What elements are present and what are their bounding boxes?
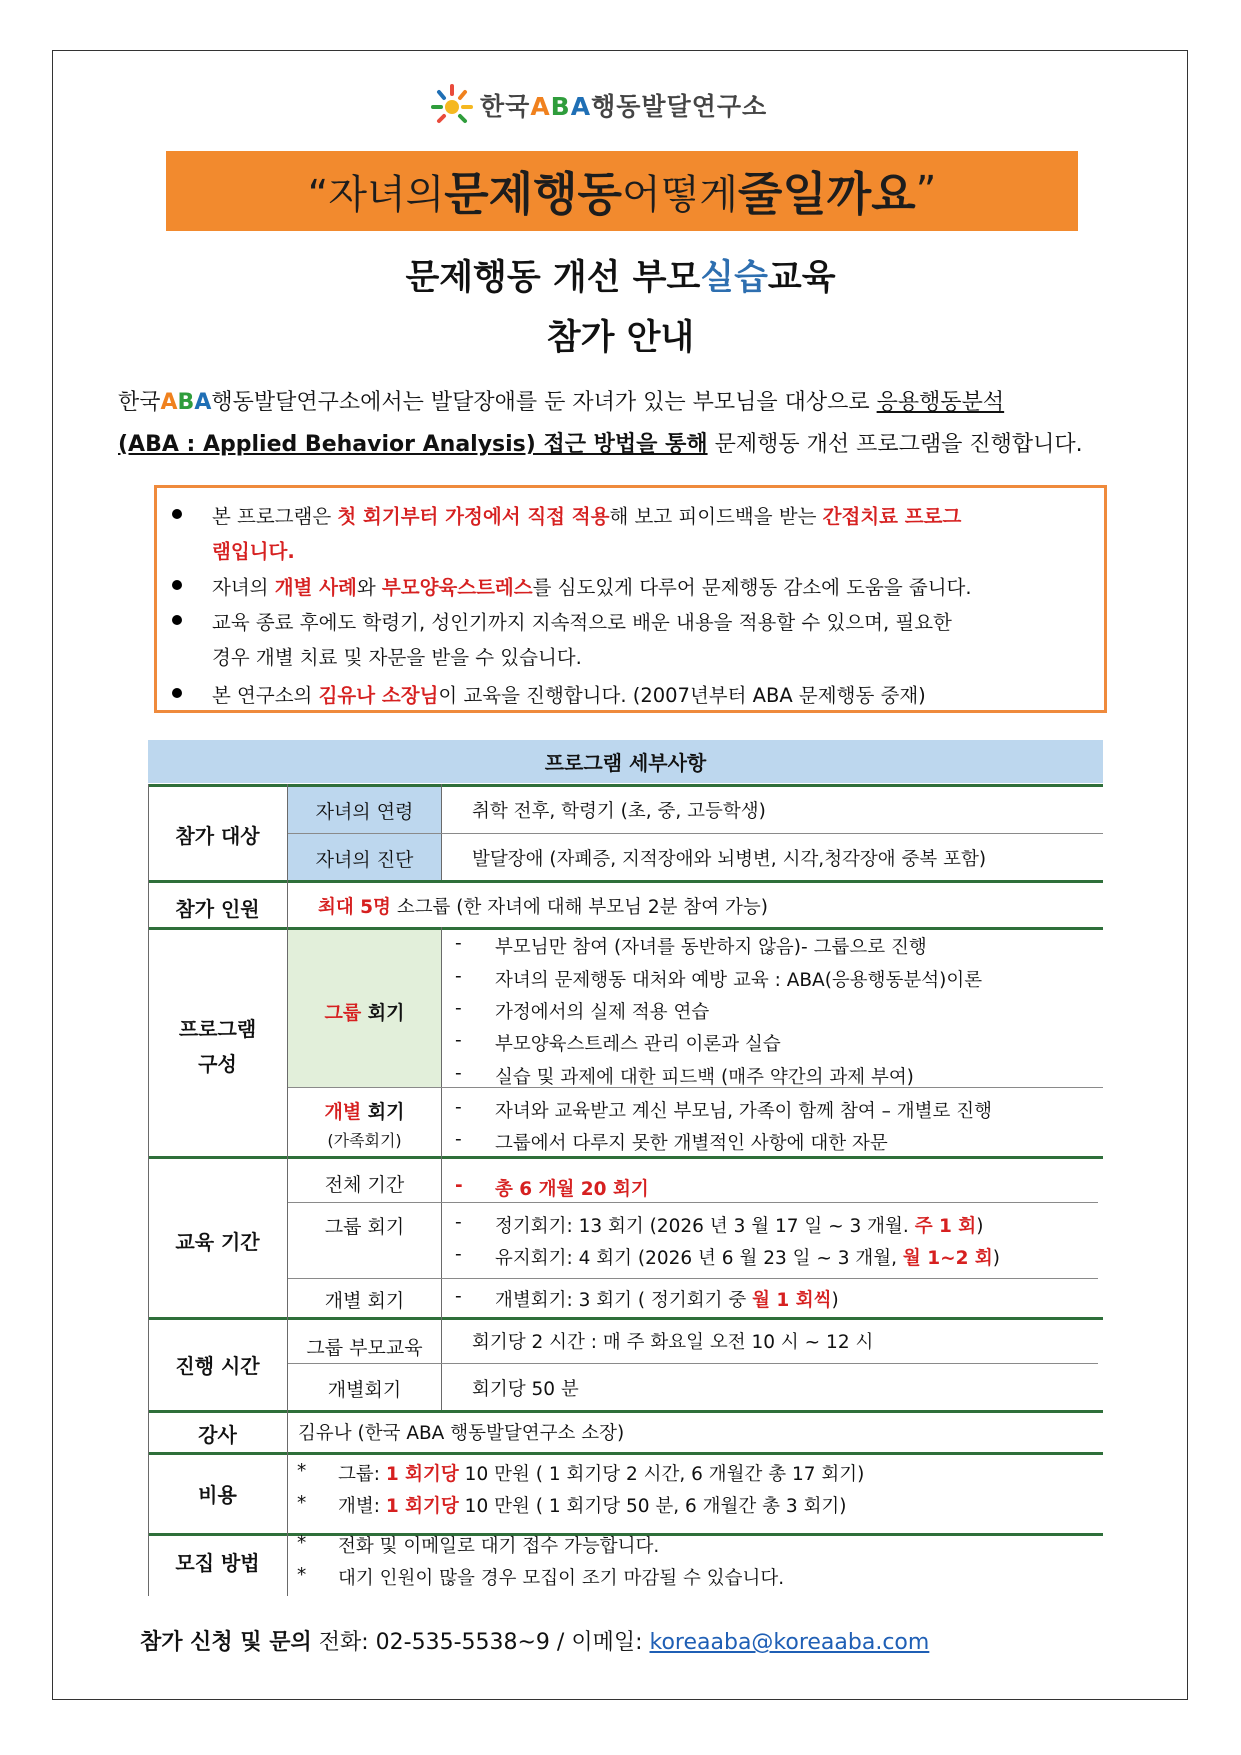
group-item-1: 부모님만 참여 (자녀를 동반하지 않음)- 그룹으로 진행 xyxy=(495,937,927,958)
bullet-3-cont: 경우 개별 치료 및 자문을 받을 수 있습니다. xyxy=(212,646,582,669)
headline-banner: “자녀의 문제행동 어떻게 줄일까요 ” xyxy=(166,151,1078,231)
indiv-item-1: 자녀와 교육받고 계신 부모님, 가족이 함께 참여 – 개별로 진행 xyxy=(495,1101,992,1122)
email-link[interactable]: koreaaba@koreaaba.com xyxy=(649,1630,930,1655)
label-total-period: 전체 기간 xyxy=(324,1174,405,1196)
value-time-group: 회기당 2 시간 : 매 주 화요일 오전 10 시 ~ 12 시 xyxy=(472,1332,874,1353)
group-item-2: 자녀의 문제행동 대처와 예방 교육 : ABA(응용행동분석)이론 xyxy=(495,970,983,991)
group-item: - xyxy=(455,966,462,987)
recruit-star: * xyxy=(297,1565,307,1586)
label-period-indiv: 개별 회기 xyxy=(324,1290,405,1312)
indiv-item-2: 그룹에서 다루지 못한 개별적인 사항에 대한 자문 xyxy=(495,1133,888,1154)
value-maintain-session: 유지회기: 4 회기 (2026 년 6 월 23 일 ~ 3 개월, 월 1~2 회) xyxy=(495,1248,1001,1269)
bullet-3: 교육 종료 후에도 학령기, 성인기까지 지속적으로 배운 내용을 적용할 수 있으며, 필요한 xyxy=(172,607,952,635)
group-item-5: 실습 및 과제에 대한 피드백 (매주 약간의 과제 부여) xyxy=(495,1067,914,1088)
value-lecturer: 김유나 (한국 ABA 행동발달연구소 소장) xyxy=(298,1423,625,1444)
period-dash: - xyxy=(455,1286,462,1307)
bullet-1: 본 프로그램은 첫 회기부터 가정에서 직접 적용해 보고 피이드백을 받는 간접치료 프로그 xyxy=(172,501,961,529)
label-time: 진행 시간 xyxy=(175,1354,260,1378)
label-recruit: 모집 방법 xyxy=(175,1551,260,1575)
label-time-group: 그룹 부모교육 xyxy=(306,1337,423,1359)
intro-line-1: 한국ABA행동발달연구소에서는 발달장애를 둔 자녀가 있는 부모님을 대상으로 응용행동분석 xyxy=(118,390,1005,415)
period-dash: - xyxy=(455,1244,462,1265)
group-item: - xyxy=(455,998,462,1019)
value-count: 최대 5명 소그룹 (한 자녀에 대해 부모님 2분 참여 가능) xyxy=(318,897,768,918)
label-diagnosis: 자녀의 진단 xyxy=(315,849,414,871)
period-dash: - xyxy=(455,1212,462,1233)
section-header: 프로그램 세부사항 xyxy=(148,740,1103,783)
bullet-1-cont: 램입니다. xyxy=(212,540,295,563)
label-time-indiv: 개별회기 xyxy=(327,1379,402,1401)
value-recruit-2: 대기 인원이 많을 경우 모집이 조기 마감될 수 있습니다. xyxy=(338,1568,785,1589)
value-cost-indiv: 개별: 1 회기당 10 만원 ( 1 회기당 50 분, 6 개월간 총 3 회기) xyxy=(338,1496,847,1517)
group-item: - xyxy=(455,1030,462,1051)
group-item: - xyxy=(455,933,462,954)
label-target: 참가 대상 xyxy=(175,824,260,848)
contact-footer: 참가 신청 및 문의 전화: 02-535-5538~9 / 이메일: koreaaba@koreaaba.com xyxy=(140,1630,930,1655)
label-program-1: 프로그램 xyxy=(178,1017,257,1041)
indiv-item: - xyxy=(455,1097,462,1118)
label-period: 교육 기간 xyxy=(175,1230,260,1254)
label-lecturer: 강사 xyxy=(198,1423,237,1447)
value-recruit-1: 전화 및 이메일로 대기 접수 가능합니다. xyxy=(338,1536,660,1557)
page-subtitle: 참가 안내 xyxy=(546,318,695,358)
total-dash: - xyxy=(455,1175,463,1196)
sun-icon xyxy=(430,83,474,127)
institute-logo xyxy=(430,85,767,125)
value-diagnosis: 발달장애 (자폐증, 지적장애와 뇌병변, 시각,청각장애 중복 포함) xyxy=(472,849,987,870)
group-item: - xyxy=(455,1063,462,1084)
value-age: 취학 전후, 학령기 (초, 중, 고등학생) xyxy=(472,801,766,822)
page-title: 문제행동 개선 부모실습교육 xyxy=(405,258,836,298)
label-indiv-session: 개별 회기 xyxy=(324,1101,405,1123)
label-cost: 비용 xyxy=(198,1483,237,1507)
intro-line-2: (ABA : Applied Behavior Analysis) 접근 방법을 통해 문제행동 개선 프로그램을 진행합니다. xyxy=(118,432,1083,457)
bullet-2: 자녀의 개별 사례와 부모양육스트레스를 심도있게 다루어 문제행동 감소에 도움을 줍니다. xyxy=(172,572,972,600)
label-program-2: 구성 xyxy=(198,1052,237,1076)
label-family-session: (가족회기) xyxy=(327,1131,402,1150)
indiv-item: - xyxy=(455,1129,462,1150)
cost-star: * xyxy=(297,1493,307,1514)
group-item-4: 부모양육스트레스 관리 이론과 실습 xyxy=(495,1034,781,1055)
cost-star: * xyxy=(297,1461,307,1482)
label-count: 참가 인원 xyxy=(175,897,260,921)
label-group-session: 그룹 회기 xyxy=(324,1002,405,1024)
value-indiv-session: 개별회기: 3 회기 ( 정기회기 중 월 1 회씩) xyxy=(495,1290,839,1311)
recruit-star: * xyxy=(297,1533,307,1554)
label-age: 자녀의 연령 xyxy=(315,801,414,823)
bullet-4: 본 연구소의 김유나 소장님이 교육을 진행합니다. (2007년부터 ABA 문제행동 중재) xyxy=(172,680,926,708)
label-period-group: 그룹 회기 xyxy=(324,1216,405,1238)
logo-text: 한국ABA행동발달연구소 xyxy=(480,92,768,121)
group-item-3: 가정에서의 실제 적용 연습 xyxy=(495,1002,710,1023)
value-regular-session: 정기회기: 13 회기 (2026 년 3 월 17 일 ~ 3 개월. 주 1 회) xyxy=(495,1216,984,1237)
value-time-indiv: 회기당 50 분 xyxy=(472,1379,579,1400)
value-cost-group: 그룹: 1 회기당 10 만원 ( 1 회기당 2 시간, 6 개월간 총 17 회기) xyxy=(338,1464,865,1485)
value-total-period: 총 6 개월 20 회기 xyxy=(495,1179,649,1200)
